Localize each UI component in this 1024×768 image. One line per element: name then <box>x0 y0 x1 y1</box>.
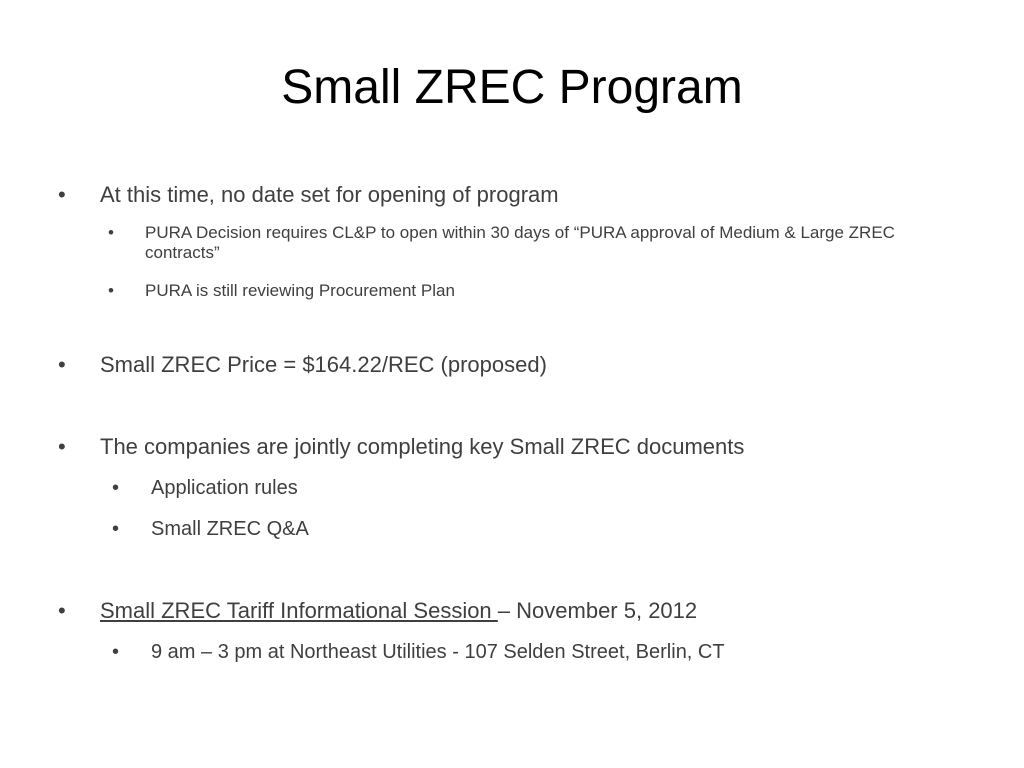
bullet-text: Small ZREC Price = $164.22/REC (proposed) <box>100 352 547 377</box>
bullet-icon: • <box>112 477 120 499</box>
bullet-icon: • <box>108 223 114 242</box>
bullet-icon: • <box>108 281 114 300</box>
bullet-text <box>100 598 697 623</box>
bullet-text: PURA Decision requires CL&P to open within 30 days of “PURA approval of Medium & Large ZREC contracts” <box>145 223 895 262</box>
bullet-icon: • <box>58 598 66 623</box>
bullet-icon: • <box>58 434 66 459</box>
session-date: – November 5, 2012 <box>497 598 698 623</box>
bullet-icon: • <box>112 641 120 663</box>
bullet-icon: • <box>112 518 120 540</box>
session-link[interactable]: Small ZREC Tariff Informational Session <box>100 598 498 623</box>
bullet-icon: • <box>58 182 66 207</box>
slide-title: Small ZREC Program <box>281 61 743 114</box>
bullet-text: PURA is still reviewing Procurement Plan <box>145 281 455 300</box>
bullet-text: Small ZREC Q&A <box>151 518 309 540</box>
bullet-text: 9 am – 3 pm at Northeast Utilities - 107 Selden Street, Berlin, CT <box>151 641 725 663</box>
bullet-text: Application rules <box>151 477 298 499</box>
bullet-icon: • <box>58 352 66 377</box>
bullet-text: The companies are jointly completing key Small ZREC documents <box>100 434 745 459</box>
bullet-text: At this time, no date set for opening of program <box>100 182 559 207</box>
